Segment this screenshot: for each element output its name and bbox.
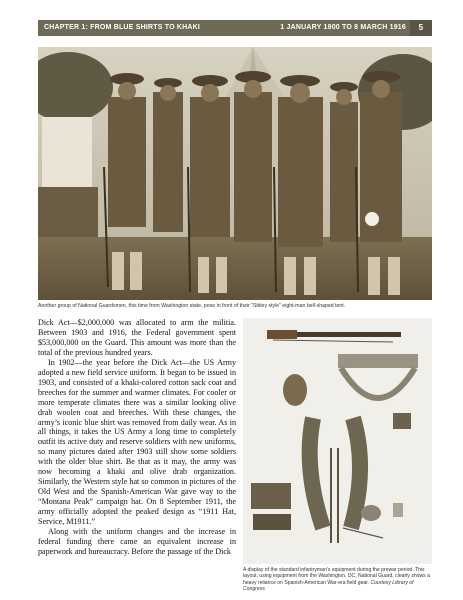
paragraph: Dick Act—$2,000,000 was allocated to arm the militia. Between 1903 and 1916, the Federal government spent $53,000,000 on the Guard. This amount was more than the total of the previous hundred years. xyxy=(38,318,236,357)
body-text xyxy=(38,318,236,557)
page-number: 5 xyxy=(410,20,432,36)
equipment-photo xyxy=(243,318,432,564)
chapter-title: CHAPTER 1: FROM BLUE SHIRTS TO KHAKI xyxy=(44,24,201,31)
guardsmen-photo-image xyxy=(38,47,432,300)
running-header xyxy=(38,20,432,36)
equipment-photo-image xyxy=(243,318,432,564)
right-photo-caption xyxy=(243,567,432,593)
paragraph: In 1902—the year before the Dick Act—the US Army adopted a new field service uniform. It began to be issued in 1903, and consisted of a khaki-colored cotton sack coat and breeches for the summer and warmer climates. For cooler or more temperate climates there was a similar looking olive drab woolen coat and breeches. With these changes, the army’s iconic blue shirt was removed from daily wear. As in all things, it takes the US Army a long time to completely outfit its active duty and reserve soldiers with new uniforms, so many pictures dated after 1903 still show some soldiers with the older blue shirt. Be that as it may, the army was now becoming a khaki and olive drab organization. Similarly, the Western style hat so common in pictures of the Old West and the Spanish-American War gave way to the “Montana Peak” campaign hat. On 8 September 1911, the army officially adopted the peaked design as “1911 Hat, Service, M1911.” xyxy=(38,357,236,527)
paragraph: Along with the uniform changes and the increase in federal funding there came an equivalent increase in paperwork and bureaucracy. Before the passage of the Dick xyxy=(38,527,236,556)
photo-credit: Courtesy Library of Congress xyxy=(243,579,414,593)
top-photo-caption: Another group of National Guardsmen, this time from Washington state, pose in front of their “Sibley style” eight-man bell-shaped tent. xyxy=(38,303,346,309)
date-range: 1 JANUARY 1900 TO 8 MARCH 1916 xyxy=(280,24,406,31)
right-caption-text: A display of the standard infantryman’s equipment during the prewar period. This layout, using equipment from the Washington, DC, National Guard, clearly shows a heavy reliance on Spanish-American War-era field gear. xyxy=(243,567,430,586)
guardsmen-photo xyxy=(38,47,432,300)
